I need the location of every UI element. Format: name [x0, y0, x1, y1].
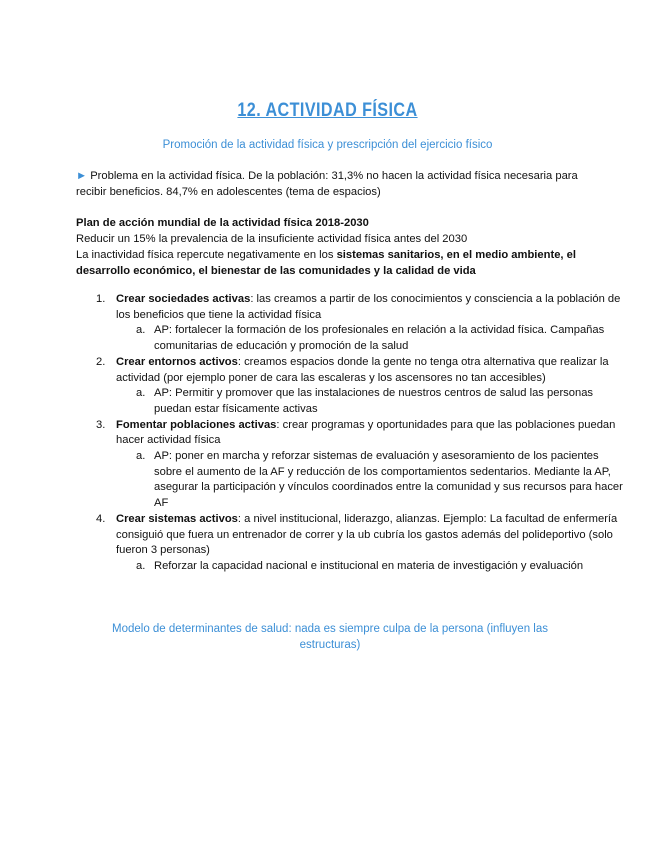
- plan-heading: Plan de acción mundial de la actividad física 2018-2030: [76, 217, 369, 229]
- footer-note: Modelo de determinantes de salud: nada es siempre culpa de la persona (influyen las estructuras): [112, 623, 548, 651]
- item-heading: Fomentar poblaciones activas: [116, 418, 277, 431]
- sub-letter: a.: [136, 559, 146, 572]
- sub-list: [116, 386, 626, 417]
- list-number: 1.: [96, 293, 106, 305]
- list-item: [96, 355, 626, 418]
- sub-item-text: AP: poner en marcha y reforzar sistemas de evaluación y asesoramiento de los pacientes sobre el aumento de la AF y reducción de los comportamientos sedentarios. Mediante la AP, asegurar la participación y vínculos coordinados entre la comunidad y sus recursos para hacer AF: [154, 450, 623, 510]
- sub-list-item: [136, 323, 626, 354]
- sub-letter: a.: [136, 450, 146, 463]
- sub-list: [116, 559, 626, 575]
- plan-line-2-bold: sistemas sanitarios, en el medio ambiente, el desarrollo económico, el bienestar de las comunidades y la calidad de vida: [76, 249, 576, 277]
- sub-list: [116, 449, 626, 512]
- sub-letter: a.: [136, 324, 146, 337]
- plan-line-2: [76, 247, 586, 279]
- sub-list-item: [136, 449, 626, 512]
- sub-item-text: Reforzar la capacidad nacional e institucional en materia de investigación y evaluación: [154, 559, 584, 572]
- page-title: 12. ACTIVIDAD FÍSICA: [237, 100, 418, 121]
- sub-item-text: AP: fortalecer la formación de los profesionales en relación a la actividad física. Campañas comunitarias de educación y promoción de la salud: [154, 324, 605, 353]
- plan-section: [76, 215, 586, 279]
- item-text: : creamos espacios donde la gente no tenga otra alternativa que realizar la actividad (por ejemplo poner de cara las escaleras y los ascensores no tan accesibles): [116, 355, 609, 384]
- sub-list-item: [136, 559, 626, 575]
- sub-letter: a.: [136, 387, 146, 400]
- action-list: [76, 292, 626, 575]
- item-heading: Crear sociedades activas: [116, 293, 251, 305]
- plan-line-2-text: La inactividad física repercute negativamente en los: [76, 249, 337, 261]
- list-item: [96, 292, 626, 355]
- problem-text: Problema en la actividad física. De la población: 31,3% no hacen la actividad física necesaria para recibir beneficios. 84,7% en adolescentes (tema de espacios): [76, 170, 578, 198]
- list-item: [96, 418, 626, 512]
- problem-paragraph: [76, 168, 586, 200]
- list-number: 3.: [96, 418, 106, 431]
- item-text: : las creamos a partir de los conocimientos y consciencia a la población de los beneficios que tiene la actividad física: [116, 293, 621, 321]
- page-subtitle: Promoción de la actividad física y prescripción del ejercicio físico: [162, 139, 493, 151]
- item-text: : a nivel institucional, liderazgo, alianzas. Ejemplo: La facultad de enfermería consiguió que fuera un entrenador de correr y la ub cubría los gastos además del polideportivo (solo fueron 3 personas): [116, 512, 618, 557]
- item-heading: Crear entornos activos: [116, 355, 238, 368]
- list-number: 2.: [96, 355, 106, 368]
- sub-list: [116, 323, 626, 354]
- list-item: [96, 512, 626, 575]
- arrow-right-icon: ►: [76, 170, 88, 182]
- plan-line-1: Reducir un 15% la prevalencia de la insuficiente actividad física antes del 2030: [76, 233, 468, 245]
- sub-list-item: [136, 386, 626, 417]
- sub-item-text: AP: Permitir y promover que las instalaciones de nuestros centros de salud las personas puedan estar físicamente activas: [154, 387, 594, 415]
- list-number: 4.: [96, 512, 106, 525]
- item-heading: Crear sistemas activos: [116, 512, 238, 525]
- item-text: : crear programas y oportunidades para que las poblaciones puedan hacer actividad física: [116, 418, 616, 447]
